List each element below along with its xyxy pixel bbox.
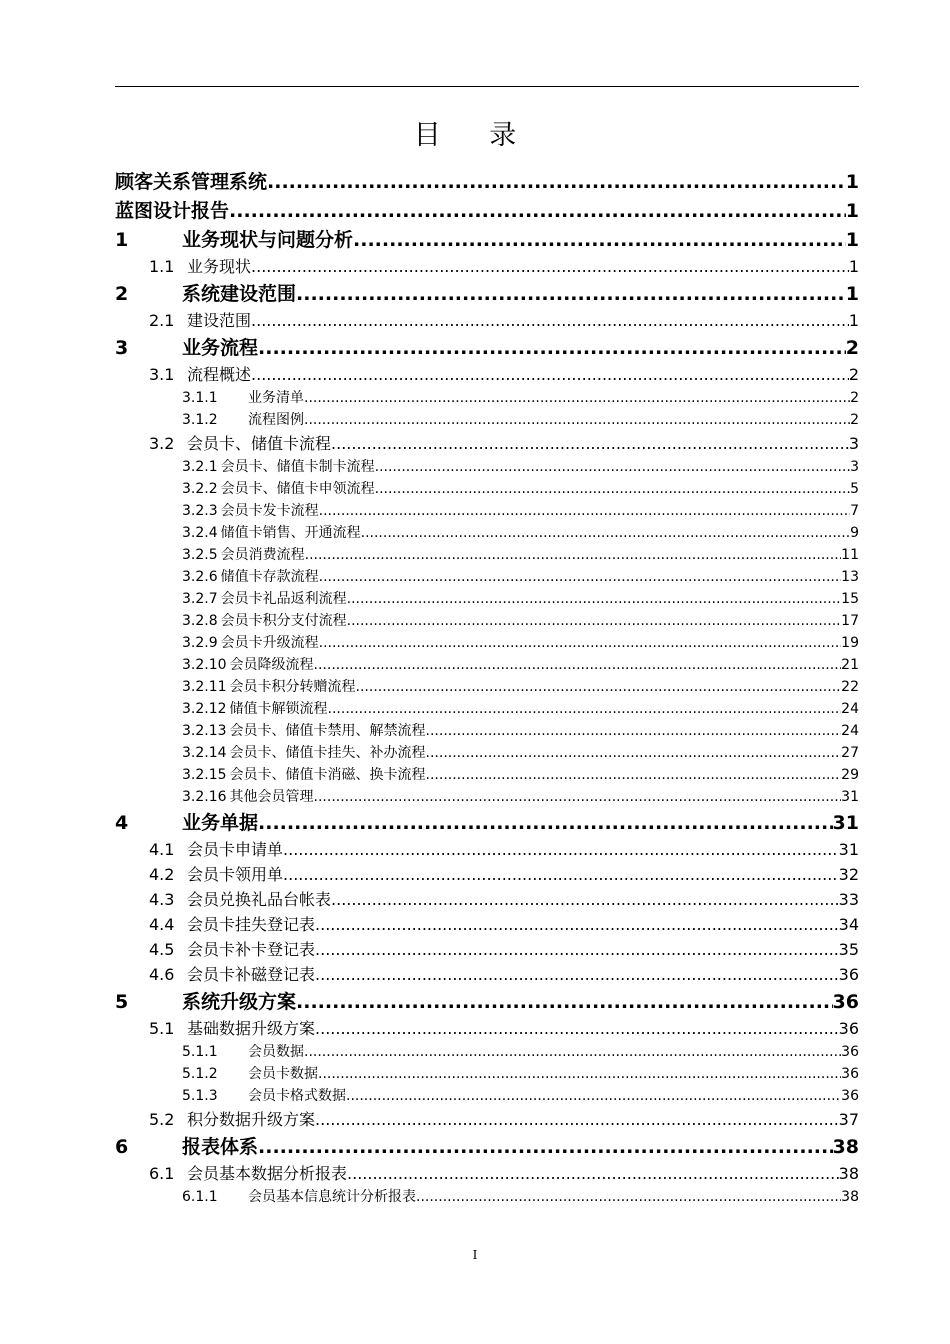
toc-entry[interactable] bbox=[115, 166, 859, 195]
toc-entry[interactable] bbox=[115, 386, 859, 408]
toc-entry-number: 4 bbox=[115, 812, 129, 834]
toc-leader-dots bbox=[318, 1064, 841, 1084]
toc-entry-title: 基础数据升级方案 bbox=[187, 1019, 316, 1038]
toc-entry-number: 2.1 bbox=[149, 311, 175, 330]
toc-entry[interactable] bbox=[115, 785, 859, 807]
toc-leader-dots bbox=[251, 256, 849, 278]
toc-entry-title: 会员卡、储值卡消磁、换卡流程 bbox=[229, 767, 426, 783]
toc-entry-page: 13 bbox=[841, 569, 859, 585]
toc-entry-page: 32 bbox=[838, 865, 859, 884]
toc-entry-title: 会员卡、储值卡流程 bbox=[187, 434, 332, 453]
toc-entry-title: 会员卡挂失登记表 bbox=[187, 915, 316, 934]
toc-entry-page: 1 bbox=[845, 283, 859, 305]
header-rule bbox=[115, 86, 859, 87]
toc-leader-dots bbox=[283, 864, 839, 886]
toc-entry-number: 5.1.3 bbox=[182, 1088, 218, 1104]
toc-leader-dots bbox=[319, 567, 842, 587]
toc-entry[interactable] bbox=[115, 543, 859, 565]
toc-leader-dots bbox=[315, 939, 839, 961]
toc-entry-number: 3.2.10 bbox=[182, 657, 227, 673]
toc-entry-title: 会员兑换礼品台帐表 bbox=[187, 890, 332, 909]
toc-entry[interactable] bbox=[115, 521, 859, 543]
toc-entry[interactable] bbox=[115, 861, 859, 886]
toc-entry-number: 4.1 bbox=[149, 840, 175, 859]
toc-entry-title: 业务单据 bbox=[182, 812, 259, 834]
toc-entry-page: 9 bbox=[850, 525, 859, 541]
toc-entry-page: 27 bbox=[841, 745, 859, 761]
toc-entry[interactable] bbox=[115, 807, 859, 836]
toc-leader-dots bbox=[331, 889, 839, 911]
toc-entry-page: 31 bbox=[841, 789, 859, 805]
toc-entry-number: 3.2 bbox=[149, 434, 175, 453]
toc-entry-page: 2 bbox=[850, 412, 859, 428]
toc-entry-title: 蓝图设计报告 bbox=[115, 200, 230, 222]
toc-entry-page: 36 bbox=[838, 1019, 859, 1038]
toc-entry-title: 会员卡礼品返利流程 bbox=[220, 591, 347, 607]
toc-leader-dots bbox=[426, 721, 842, 741]
toc-entry-number: 5.1.2 bbox=[182, 1066, 218, 1082]
toc-entry-page: 38 bbox=[841, 1189, 859, 1205]
toc-entry[interactable] bbox=[115, 936, 859, 961]
toc-leader-dots bbox=[305, 545, 842, 565]
toc-entry-page: 38 bbox=[832, 1136, 859, 1158]
toc-entry-number: 6.1 bbox=[149, 1164, 175, 1183]
toc-entry[interactable] bbox=[115, 653, 859, 675]
toc-entry-title: 流程概述 bbox=[187, 365, 252, 384]
toc-leader-dots bbox=[296, 281, 846, 307]
toc-entry-page: 11 bbox=[841, 547, 859, 563]
toc-entry-title: 业务流程 bbox=[182, 337, 259, 359]
toc-entry[interactable] bbox=[115, 499, 859, 521]
toc-entry-number: 3.2.8 bbox=[182, 613, 218, 629]
toc-entry-title: 会员基本信息统计分析报表 bbox=[248, 1189, 416, 1205]
toc-entry[interactable] bbox=[115, 253, 859, 278]
toc-leader-dots bbox=[315, 964, 839, 986]
toc-entry[interactable] bbox=[115, 224, 859, 253]
toc-leader-dots bbox=[283, 839, 839, 861]
toc-entry[interactable] bbox=[115, 911, 859, 936]
toc-entry[interactable] bbox=[115, 1106, 859, 1131]
toc-entry-number: 3.1.1 bbox=[182, 390, 218, 406]
toc-entry-number: 3.2.4 bbox=[182, 525, 218, 541]
toc-entry-page: 21 bbox=[841, 657, 859, 673]
toc-leader-dots bbox=[314, 655, 842, 675]
toc-leader-dots bbox=[304, 1042, 841, 1062]
toc-entry-title: 会员降级流程 bbox=[229, 657, 314, 673]
toc-entry-title: 会员卡、储值卡禁用、解禁流程 bbox=[229, 723, 426, 739]
toc-leader-dots bbox=[315, 1018, 839, 1040]
toc-entry-page: 3 bbox=[848, 434, 859, 453]
toc-entry-number: 3 bbox=[115, 337, 129, 359]
toc-entry-number: 1.1 bbox=[149, 257, 175, 276]
toc-leader-dots bbox=[426, 765, 842, 785]
toc-entry[interactable] bbox=[115, 361, 859, 386]
toc-leader-dots bbox=[229, 198, 846, 224]
toc-leader-dots bbox=[319, 501, 850, 521]
toc-entry-page: 15 bbox=[841, 591, 859, 607]
toc-leader-dots bbox=[267, 169, 846, 195]
toc-leader-dots bbox=[251, 364, 849, 386]
toc-leader-dots bbox=[258, 335, 846, 361]
toc-entry-page: 1 bbox=[845, 229, 859, 251]
toc-entry[interactable] bbox=[115, 587, 859, 609]
toc-entry[interactable] bbox=[115, 697, 859, 719]
toc-entry-number: 5.1 bbox=[149, 1019, 175, 1038]
toc-entry-title: 会员基本数据分析报表 bbox=[187, 1164, 348, 1183]
toc-entry-page: 24 bbox=[841, 723, 859, 739]
toc-entry-number: 3.2.14 bbox=[182, 745, 227, 761]
toc-entry-page: 19 bbox=[841, 635, 859, 651]
toc-entry-page: 1 bbox=[848, 311, 859, 330]
toc-entry[interactable] bbox=[115, 1185, 859, 1207]
toc-entry-number: 3.2.15 bbox=[182, 767, 227, 783]
toc-entry-title: 系统建设范围 bbox=[182, 283, 297, 305]
toc-entry-title: 业务现状与问题分析 bbox=[182, 229, 354, 251]
toc-leader-dots bbox=[315, 914, 839, 936]
toc-leader-dots bbox=[375, 479, 850, 499]
toc-leader-dots bbox=[347, 1163, 839, 1185]
toc-entry-page: 36 bbox=[841, 1066, 859, 1082]
toc-entry-number: 5.2 bbox=[149, 1110, 175, 1129]
toc-entry-page: 1 bbox=[845, 200, 859, 222]
toc-entry-number: 3.2.13 bbox=[182, 723, 227, 739]
toc-entry-page: 17 bbox=[841, 613, 859, 629]
toc-entry[interactable] bbox=[115, 408, 859, 430]
toc-leader-dots bbox=[314, 787, 842, 807]
toc-entry[interactable] bbox=[115, 195, 859, 224]
toc-leader-dots bbox=[304, 388, 850, 408]
toc-entry-number: 3.1.2 bbox=[182, 412, 218, 428]
toc-entry[interactable] bbox=[115, 477, 859, 499]
toc-entry-page: 2 bbox=[845, 337, 859, 359]
toc-leader-dots bbox=[258, 810, 833, 836]
toc-entry-number: 3.2.16 bbox=[182, 789, 227, 805]
toc-entry-number: 3.2.5 bbox=[182, 547, 218, 563]
toc-leader-dots bbox=[315, 1109, 839, 1131]
toc-title: 目 录 bbox=[413, 120, 537, 151]
toc-entry-page: 3 bbox=[850, 459, 859, 475]
toc-entry-number: 3.2.7 bbox=[182, 591, 218, 607]
toc-entry[interactable] bbox=[115, 1131, 859, 1160]
toc-entry[interactable] bbox=[115, 741, 859, 763]
toc-entry-title: 流程图例 bbox=[248, 412, 304, 428]
toc-leader-dots bbox=[361, 523, 850, 543]
toc-entry-number: 5.1.1 bbox=[182, 1044, 218, 1060]
toc-entry-number: 3.2.2 bbox=[182, 481, 218, 497]
toc-entry[interactable] bbox=[115, 1084, 859, 1106]
toc-leader-dots bbox=[347, 589, 842, 609]
toc-entry-page: 29 bbox=[841, 767, 859, 783]
toc-entry-page: 34 bbox=[838, 915, 859, 934]
toc-entry[interactable] bbox=[115, 1160, 859, 1185]
toc-leader-dots bbox=[296, 989, 833, 1015]
toc-entry-title: 其他会员管理 bbox=[229, 789, 314, 805]
toc-entry[interactable] bbox=[115, 961, 859, 986]
toc-entry-page: 31 bbox=[832, 812, 859, 834]
toc-leader-dots bbox=[251, 310, 849, 332]
toc-entry-title: 会员卡、储值卡挂失、补办流程 bbox=[229, 745, 426, 761]
toc-leader-dots bbox=[356, 677, 842, 697]
toc-entry-title: 顾客关系管理系统 bbox=[115, 171, 268, 193]
toc-entry-page: 35 bbox=[838, 940, 859, 959]
toc-entry[interactable] bbox=[115, 278, 859, 307]
toc-entry-title: 会员卡积分支付流程 bbox=[220, 613, 347, 629]
toc-entry-number: 6.1.1 bbox=[182, 1189, 218, 1205]
toc-entry[interactable] bbox=[115, 1062, 859, 1084]
toc-leader-dots bbox=[347, 611, 842, 631]
toc-entry[interactable] bbox=[115, 565, 859, 587]
toc-entry-title: 业务清单 bbox=[248, 390, 304, 406]
toc-entry-title: 积分数据升级方案 bbox=[187, 1110, 316, 1129]
toc-entry-title: 储值卡销售、开通流程 bbox=[220, 525, 361, 541]
toc-leader-dots bbox=[353, 227, 846, 253]
toc-entry-title: 报表体系 bbox=[182, 1136, 259, 1158]
toc-entry[interactable] bbox=[115, 631, 859, 653]
toc-entry-page: 1 bbox=[845, 171, 859, 193]
toc-entry-title: 储值卡存款流程 bbox=[220, 569, 319, 585]
toc-entry-number: 4.3 bbox=[149, 890, 175, 909]
toc-leader-dots bbox=[328, 699, 842, 719]
toc-entry-number: 3.2.9 bbox=[182, 635, 218, 651]
toc-entry[interactable] bbox=[115, 332, 859, 361]
toc-entry-page: 31 bbox=[838, 840, 859, 859]
toc-entry[interactable] bbox=[115, 307, 859, 332]
toc-entry[interactable] bbox=[115, 719, 859, 741]
toc-entry-title: 会员数据 bbox=[248, 1044, 304, 1060]
toc-entry-page: 22 bbox=[841, 679, 859, 695]
toc-entry[interactable] bbox=[115, 609, 859, 631]
toc-entry-title: 会员卡、储值卡申领流程 bbox=[220, 481, 375, 497]
toc-entry-number: 3.2.1 bbox=[182, 459, 218, 475]
toc-leader-dots bbox=[426, 743, 842, 763]
toc-entry[interactable] bbox=[115, 763, 859, 785]
toc-entry-number: 5 bbox=[115, 991, 129, 1013]
toc-entry-number: 3.2.11 bbox=[182, 679, 227, 695]
table-of-contents bbox=[115, 166, 859, 1207]
toc-leader-dots bbox=[304, 410, 850, 430]
toc-entry[interactable] bbox=[115, 675, 859, 697]
toc-entry-page: 2 bbox=[848, 365, 859, 384]
toc-entry-number: 4.4 bbox=[149, 915, 175, 934]
toc-entry-title: 业务现状 bbox=[187, 257, 252, 276]
toc-leader-dots bbox=[319, 633, 842, 653]
toc-leader-dots bbox=[375, 457, 850, 477]
toc-entry-title: 会员卡领用单 bbox=[187, 865, 284, 884]
toc-entry-page: 7 bbox=[850, 503, 859, 519]
toc-entry-title: 会员卡升级流程 bbox=[220, 635, 319, 651]
toc-entry-title: 建设范围 bbox=[187, 311, 252, 330]
toc-entry-page: 37 bbox=[838, 1110, 859, 1129]
toc-entry[interactable] bbox=[115, 430, 859, 455]
toc-entry[interactable] bbox=[115, 455, 859, 477]
toc-entry-number: 4.6 bbox=[149, 965, 175, 984]
toc-entry-page: 36 bbox=[841, 1088, 859, 1104]
toc-entry-title: 会员卡发卡流程 bbox=[220, 503, 319, 519]
toc-entry-title: 会员卡格式数据 bbox=[248, 1088, 346, 1104]
toc-entry-title: 系统升级方案 bbox=[182, 991, 297, 1013]
toc-entry[interactable] bbox=[115, 1015, 859, 1040]
toc-entry[interactable] bbox=[115, 886, 859, 911]
toc-entry-page: 1 bbox=[848, 257, 859, 276]
page-number: I bbox=[472, 1248, 478, 1262]
toc-entry-number: 4.2 bbox=[149, 865, 175, 884]
toc-entry-page: 24 bbox=[841, 701, 859, 717]
toc-entry-number: 3.2.3 bbox=[182, 503, 218, 519]
toc-entry[interactable] bbox=[115, 1040, 859, 1062]
toc-entry-title: 会员卡积分转赠流程 bbox=[229, 679, 356, 695]
toc-entry-number: 4.5 bbox=[149, 940, 175, 959]
toc-entry-page: 36 bbox=[841, 1044, 859, 1060]
toc-leader-dots bbox=[331, 433, 849, 455]
toc-entry-title: 会员消费流程 bbox=[220, 547, 305, 563]
toc-entry-number: 2 bbox=[115, 283, 129, 305]
toc-entry-title: 会员卡数据 bbox=[248, 1066, 318, 1082]
toc-entry-title: 会员卡补卡登记表 bbox=[187, 940, 316, 959]
toc-entry-title: 会员卡补磁登记表 bbox=[187, 965, 316, 984]
toc-entry-page: 36 bbox=[838, 965, 859, 984]
toc-entry-page: 5 bbox=[850, 481, 859, 497]
toc-entry[interactable] bbox=[115, 986, 859, 1015]
toc-leader-dots bbox=[346, 1086, 841, 1106]
toc-entry-title: 会员卡、储值卡制卡流程 bbox=[220, 459, 375, 475]
toc-entry-number: 6 bbox=[115, 1136, 129, 1158]
toc-entry-title: 储值卡解锁流程 bbox=[229, 701, 328, 717]
toc-leader-dots bbox=[416, 1187, 841, 1207]
toc-entry[interactable] bbox=[115, 836, 859, 861]
toc-entry-title: 会员卡申请单 bbox=[187, 840, 284, 859]
toc-entry-page: 38 bbox=[838, 1164, 859, 1183]
toc-leader-dots bbox=[258, 1134, 833, 1160]
toc-entry-page: 33 bbox=[838, 890, 859, 909]
toc-entry-page: 2 bbox=[850, 390, 859, 406]
toc-entry-page: 36 bbox=[832, 991, 859, 1013]
toc-entry-number: 3.2.12 bbox=[182, 701, 227, 717]
toc-entry-number: 3.2.6 bbox=[182, 569, 218, 585]
toc-entry-number: 3.1 bbox=[149, 365, 175, 384]
toc-entry-number: 1 bbox=[115, 229, 129, 251]
